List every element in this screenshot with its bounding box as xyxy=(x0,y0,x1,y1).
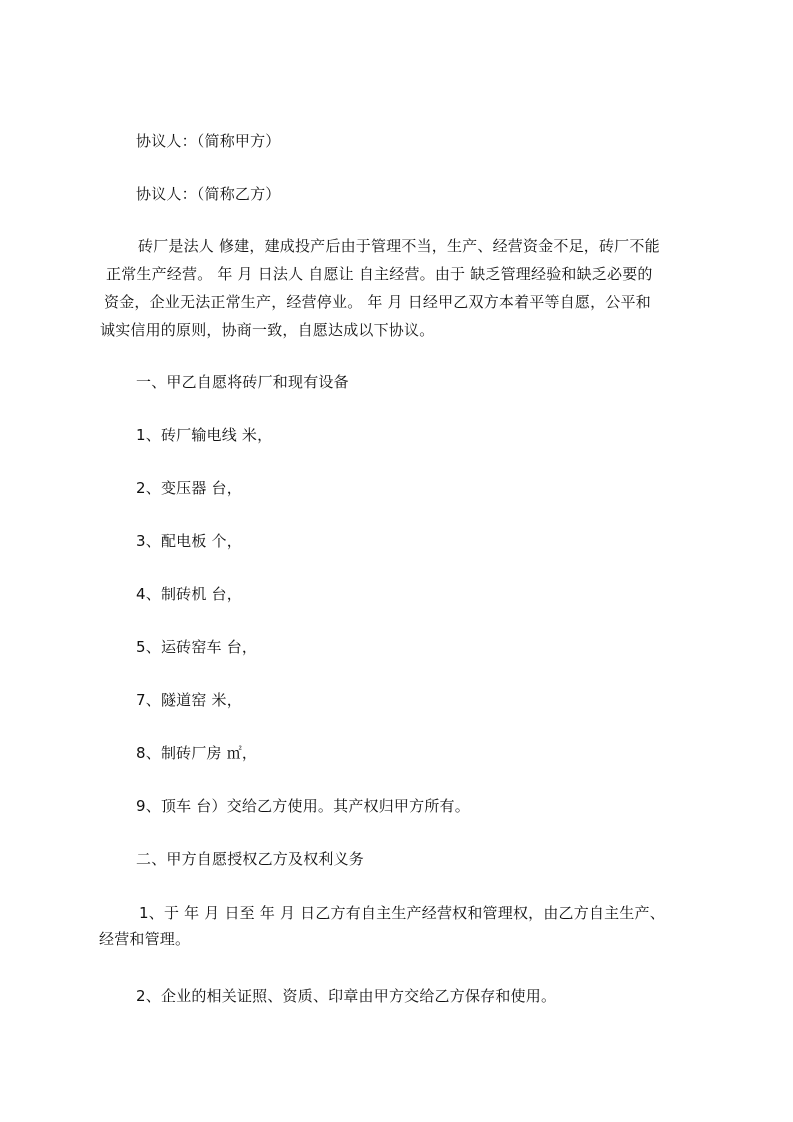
clause-line: 经营和管理。 xyxy=(99,930,191,948)
clause-2-line: 2、企业的相关证照、资质、印章由甲方交给乙方保存和使用。 xyxy=(136,987,557,1005)
equipment-item: 5、运砖窑车 台， xyxy=(136,638,258,656)
clause-line: 1、于 年 月 日至 年 月 日乙方有自主生产经营权和管理权，由乙方自主生产、 xyxy=(139,904,665,922)
party-b-line: 协议人：（简称乙方） xyxy=(136,185,281,203)
intro-line: 资金，企业无法正常生产，经营停业。 年 月 日经甲乙双方本着平等自愿，公平和 xyxy=(104,293,651,311)
equipment-item: 7、隧道窑 米， xyxy=(136,691,242,709)
party-a-line: 协议人：（简称甲方） xyxy=(136,132,281,150)
equipment-item: 2、变压器 台， xyxy=(136,479,242,497)
equipment-item: 4、制砖机 台， xyxy=(136,585,242,603)
intro-paragraph xyxy=(100,236,706,348)
equipment-item: 9、顶车 台）交给乙方使用。其产权归甲方所有。 xyxy=(136,797,470,815)
intro-line: 砖厂是法人 修建，建成投产后由于管理不当，生产、经营资金不足，砖厂不能 xyxy=(138,237,660,255)
section-2-title: 二、甲方自愿授权乙方及权利义务 xyxy=(136,850,365,868)
intro-line: 诚实信用的原则，协商一致，自愿达成以下协议。 xyxy=(100,321,435,339)
intro-line: 正常生产经营。 年 月 日法人 自愿让 自主经营。由于 缺乏管理经验和缺乏必要的 xyxy=(106,265,653,283)
equipment-item: 1、砖厂输电线 米， xyxy=(136,426,273,444)
clause-1-paragraph xyxy=(99,903,699,957)
equipment-item: 8、制砖厂房 ㎡， xyxy=(136,744,258,762)
equipment-item: 3、配电板 个， xyxy=(136,532,242,550)
section-1-title: 一、甲乙自愿将砖厂和现有设备 xyxy=(136,373,349,391)
